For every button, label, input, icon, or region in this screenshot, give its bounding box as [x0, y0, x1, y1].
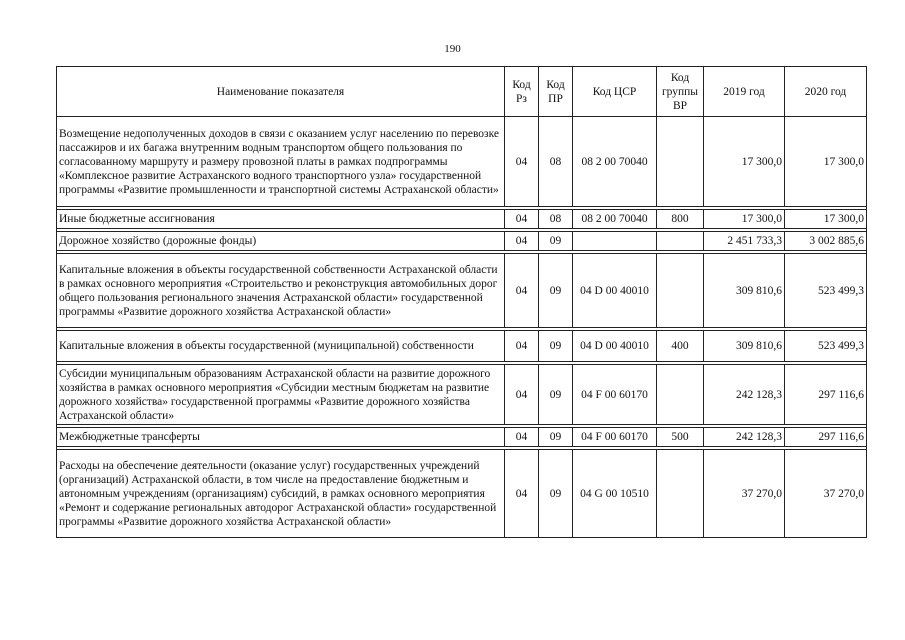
table-row: [57, 450, 867, 538]
row-pr: 09: [539, 365, 573, 425]
row-pr: 09: [539, 254, 573, 328]
row-2019: 2 451 733,3: [704, 232, 785, 251]
header-2020: 2020 год: [785, 67, 867, 117]
header-2019: 2019 год: [704, 67, 785, 117]
table-row: [57, 331, 867, 362]
row-rz: 04: [505, 210, 539, 229]
row-2020: 17 300,0: [785, 210, 867, 229]
row-2020: 297 116,6: [785, 365, 867, 425]
row-2019: 309 810,6: [704, 254, 785, 328]
row-name: Иные бюджетные ассигнования: [57, 210, 505, 229]
row-vr: [657, 117, 704, 207]
table-row: [57, 117, 867, 207]
header-name: Наименование показателя: [57, 67, 505, 117]
row-2020: 3 002 885,6: [785, 232, 867, 251]
row-name: Капитальные вложения в объекты государственной собственности Астраханской области в рамках основного мероприятия «Строительство и реконструкция автомобильных дорог общего пользования регионального значения Астраханской области» государственной программы «Развитие дорожного хозяйства Астраханской области»: [57, 254, 505, 328]
row-2020: 297 116,6: [785, 428, 867, 447]
row-pr: 09: [539, 428, 573, 447]
row-2019: 242 128,3: [704, 365, 785, 425]
header-pr: Код ПР: [539, 67, 573, 117]
page-number: 190: [444, 43, 461, 55]
row-vr: 800: [657, 210, 704, 229]
row-pr: 08: [539, 117, 573, 207]
row-2019: 37 270,0: [704, 450, 785, 538]
row-name: Расходы на обеспечение деятельности (оказание услуг) государственных учреждений (организаций) Астраханской области, в том числе на предоставление бюджетным и автономным учреждениям (организациям) субсидий, в рамках основного мероприятия «Ремонт и содержание региональных автодорог Астраханской области» государственной программы «Развитие дорожного хозяйства Астраханской области»: [57, 450, 505, 538]
row-2020: 523 499,3: [785, 331, 867, 362]
row-csr: 08 2 00 70040: [573, 117, 657, 207]
row-csr: [573, 232, 657, 251]
row-name: Субсидии муниципальным образованиям Астраханской области на развитие дорожного хозяйства в рамках основного мероприятия «Субсидии местным бюджетам на развитие дорожного хозяйства» государственной программы «Развитие дорожного хозяйства Астраханской области»: [57, 365, 505, 425]
header-csr: Код ЦСР: [573, 67, 657, 117]
table-row: [57, 210, 867, 229]
row-name: Возмещение недополученных доходов в связи с оказанием услуг населению по перевозке пассажиров и их багажа внутренним водным транспортом общего пользования по согласованному маршруту и размеру провозной платы в рамках подпрограммы «Комплексное развитие Астраханского водного транспортного узла» государственной программы «Развитие промышленности и транспортной системы Астраханской области»: [57, 117, 505, 207]
row-rz: 04: [505, 331, 539, 362]
row-csr: 04 D 00 40010: [573, 254, 657, 328]
budget-table: [56, 66, 867, 538]
row-csr: 08 2 00 70040: [573, 210, 657, 229]
row-vr: [657, 254, 704, 328]
row-2019: 242 128,3: [704, 428, 785, 447]
row-name: Межбюджетные трансферты: [57, 428, 505, 447]
row-vr: [657, 365, 704, 425]
row-pr: 09: [539, 450, 573, 538]
row-pr: 08: [539, 210, 573, 229]
row-rz: 04: [505, 450, 539, 538]
row-vr: 400: [657, 331, 704, 362]
row-name: Капитальные вложения в объекты государственной (муниципальной) собственности: [57, 331, 505, 362]
row-rz: 04: [505, 428, 539, 447]
table-row: [57, 428, 867, 447]
row-csr: 04 F 00 60170: [573, 365, 657, 425]
row-vr: [657, 232, 704, 251]
row-csr: 04 G 00 10510: [573, 450, 657, 538]
table-row: [57, 365, 867, 425]
row-2020: 17 300,0: [785, 117, 867, 207]
row-csr: 04 D 00 40010: [573, 331, 657, 362]
header-rz: Код Рз: [505, 67, 539, 117]
table-row: [57, 254, 867, 328]
table-header-row: [57, 67, 867, 117]
header-vr: Код группы ВР: [657, 67, 704, 117]
row-rz: 04: [505, 232, 539, 251]
row-csr: 04 F 00 60170: [573, 428, 657, 447]
row-2020: 37 270,0: [785, 450, 867, 538]
row-pr: 09: [539, 232, 573, 251]
row-rz: 04: [505, 254, 539, 328]
row-2019: 17 300,0: [704, 210, 785, 229]
row-2019: 17 300,0: [704, 117, 785, 207]
row-vr: 500: [657, 428, 704, 447]
row-rz: 04: [505, 117, 539, 207]
row-2020: 523 499,3: [785, 254, 867, 328]
row-2019: 309 810,6: [704, 331, 785, 362]
row-vr: [657, 450, 704, 538]
row-pr: 09: [539, 331, 573, 362]
row-name: Дорожное хозяйство (дорожные фонды): [57, 232, 505, 251]
row-rz: 04: [505, 365, 539, 425]
table-row: [57, 232, 867, 251]
